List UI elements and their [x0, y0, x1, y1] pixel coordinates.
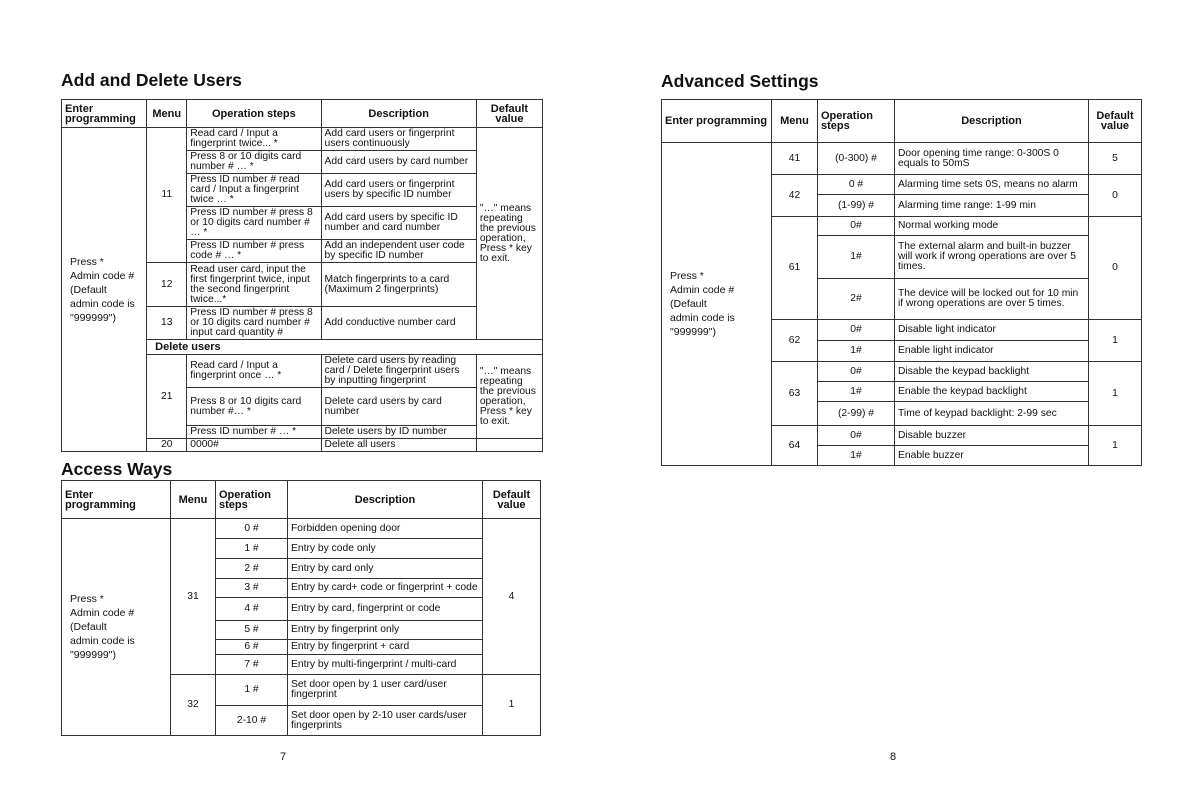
header-operation-steps: Operation steps [187, 100, 321, 128]
operation-cell: 0 # [216, 519, 288, 539]
operation-cell: 0 # [818, 175, 895, 195]
operation-cell: 1# [818, 446, 895, 466]
default-cell: 1 [1089, 362, 1142, 426]
description-cell: Entry by card+ code or fingerprint + code [288, 579, 483, 598]
description-cell: Forbidden opening door [288, 519, 483, 539]
default-note-cell: "…" means repeating the previous operation, Press * key to exit. [476, 128, 542, 340]
description-cell: Alarming time sets 0S, means no alarm [895, 175, 1089, 195]
description-cell: Entry by card, fingerprint or code [288, 598, 483, 621]
operation-cell: 2# [818, 279, 895, 320]
header-menu: Menu [772, 100, 818, 143]
operation-cell: 1 # [216, 539, 288, 559]
page-number-left: 7 [280, 751, 287, 763]
description-cell: Entry by fingerprint only [288, 621, 483, 640]
operation-cell: 7 # [216, 655, 288, 675]
default-cell: 5 [1089, 143, 1142, 175]
operation-cell: Press ID number # press code # … * [187, 240, 321, 263]
description-cell: Delete card users by card number [321, 388, 476, 426]
operation-cell: Press 8 or 10 digits card number #… * [187, 388, 321, 426]
operation-cell: 1# [818, 236, 895, 279]
page-number-right: 8 [890, 751, 897, 763]
description-cell: The external alarm and built-in buzzer will work if wrong operations are over 5 times. [895, 236, 1089, 279]
default-cell: 4 [483, 519, 541, 675]
operation-cell: 2 # [216, 559, 288, 579]
admin-code-cell: Press * Admin code # (Default admin code is "999999") [662, 143, 772, 466]
description-cell: Disable the keypad backlight [895, 362, 1089, 382]
description-cell: Add conductive number card [321, 307, 476, 340]
operation-cell: 0# [818, 426, 895, 446]
delete-users-subheading: Delete users [147, 340, 543, 355]
operation-cell: 1# [818, 382, 895, 402]
operation-cell: 0# [818, 320, 895, 341]
description-cell: The device will be locked out for 10 min if wrong operations are over 5 times. [895, 279, 1089, 320]
description-cell: Door opening time range: 0-300S 0 equals to 50mS [895, 143, 1089, 175]
description-cell: Entry by multi-fingerprint / multi-card [288, 655, 483, 675]
menu-cell: 11 [147, 128, 187, 263]
operation-cell: Press ID number # press 8 or 10 digits card number # … * [187, 207, 321, 240]
description-cell: Disable light indicator [895, 320, 1089, 341]
header-description: Description [288, 481, 483, 519]
operation-cell: Read card / Input a fingerprint once … * [187, 355, 321, 388]
menu-cell: 63 [772, 362, 818, 426]
header-operation-steps: Operation steps [818, 100, 895, 143]
description-cell: Set door open by 1 user card/user fingerprint [288, 675, 483, 706]
operation-cell: (2-99) # [818, 402, 895, 426]
default-cell: 0 [1089, 175, 1142, 217]
description-cell: Add an independent user code by specific ID number [321, 240, 476, 263]
operation-cell: 4 # [216, 598, 288, 621]
menu-cell: 31 [171, 519, 216, 675]
menu-cell: 41 [772, 143, 818, 175]
operation-cell: (0-300) # [818, 143, 895, 175]
add-delete-users-table [61, 99, 543, 452]
section-title-add-delete-users: Add and Delete Users [61, 70, 242, 90]
description-cell: Enable the keypad backlight [895, 382, 1089, 402]
default-cell: 1 [1089, 320, 1142, 362]
description-cell: Delete card users by reading card / Delete fingerprint users by inputting fingerprint [321, 355, 476, 388]
header-menu: Menu [171, 481, 216, 519]
menu-cell: 64 [772, 426, 818, 466]
menu-cell: 61 [772, 217, 818, 320]
operation-cell: 5 # [216, 621, 288, 640]
operation-cell: 6 # [216, 640, 288, 655]
menu-cell: 32 [171, 675, 216, 736]
header-default-value: Default value [483, 481, 541, 519]
default-empty-cell [476, 439, 542, 452]
header-description: Description [321, 100, 476, 128]
operation-cell: Press ID number # read card / Input a fingerprint twice … * [187, 174, 321, 207]
menu-cell: 42 [772, 175, 818, 217]
header-enter-programming: Enter programming [62, 100, 147, 128]
description-cell: Add card users by specific ID number and card number [321, 207, 476, 240]
description-cell: Enable light indicator [895, 341, 1089, 362]
admin-code-cell: Press * Admin code # (Default admin code is "999999") [62, 128, 147, 452]
description-cell: Add card users by card number [321, 151, 476, 174]
section-title-access-ways: Access Ways [61, 459, 173, 479]
description-cell: Normal working mode [895, 217, 1089, 236]
operation-cell: 0000# [187, 439, 321, 452]
operation-cell: 2-10 # [216, 706, 288, 736]
default-cell: 0 [1089, 217, 1142, 320]
description-cell: Enable buzzer [895, 446, 1089, 466]
header-enter-programming: Enter programming [662, 100, 772, 143]
header-default-value: Default value [476, 100, 542, 128]
operation-cell: Press ID number # press 8 or 10 digits card number # input card quantity # [187, 307, 321, 340]
header-description: Description [895, 100, 1089, 143]
menu-cell: 62 [772, 320, 818, 362]
menu-cell: 13 [147, 307, 187, 340]
description-cell: Disable buzzer [895, 426, 1089, 446]
advanced-settings-table [661, 99, 1142, 466]
menu-cell: 20 [147, 439, 187, 452]
description-cell: Time of keypad backlight: 2-99 sec [895, 402, 1089, 426]
operation-cell: Read card / Input a fingerprint twice... * [187, 128, 321, 151]
admin-code-cell: Press * Admin code # (Default admin code is "999999") [62, 519, 171, 736]
header-menu: Menu [147, 100, 187, 128]
description-cell: Add card users or fingerprint users continuously [321, 128, 476, 151]
operation-cell: 0# [818, 217, 895, 236]
header-enter-programming: Enter programming [62, 481, 171, 519]
operation-cell: 1# [818, 341, 895, 362]
description-cell: Set door open by 2-10 user cards/user fingerprints [288, 706, 483, 736]
operation-cell: 3 # [216, 579, 288, 598]
default-cell: 1 [483, 675, 541, 736]
menu-cell: 21 [147, 355, 187, 439]
operation-cell: 0# [818, 362, 895, 382]
header-default-value: Default value [1089, 100, 1142, 143]
description-cell: Match fingerprints to a card (Maximum 2 fingerprints) [321, 263, 476, 307]
operation-cell: Press ID number # … * [187, 426, 321, 439]
description-cell: Alarming time range: 1-99 min [895, 195, 1089, 217]
description-cell: Delete all users [321, 439, 476, 452]
operation-cell: Press 8 or 10 digits card number # … * [187, 151, 321, 174]
description-cell: Entry by fingerprint + card [288, 640, 483, 655]
description-cell: Delete users by ID number [321, 426, 476, 439]
menu-cell: 12 [147, 263, 187, 307]
description-cell: Entry by code only [288, 539, 483, 559]
operation-cell: Read user card, input the first fingerprint twice, input the second fingerprint twice...* [187, 263, 321, 307]
header-operation-steps: Operation steps [216, 481, 288, 519]
description-cell: Add card users or fingerprint users by specific ID number [321, 174, 476, 207]
operation-cell: (1-99) # [818, 195, 895, 217]
default-note-cell: "…" means repeating the previous operation, Press * key to exit. [476, 355, 542, 439]
section-title-advanced-settings: Advanced Settings [661, 71, 819, 91]
access-ways-table [61, 480, 541, 736]
default-cell: 1 [1089, 426, 1142, 466]
operation-cell: 1 # [216, 675, 288, 706]
description-cell: Entry by card only [288, 559, 483, 579]
